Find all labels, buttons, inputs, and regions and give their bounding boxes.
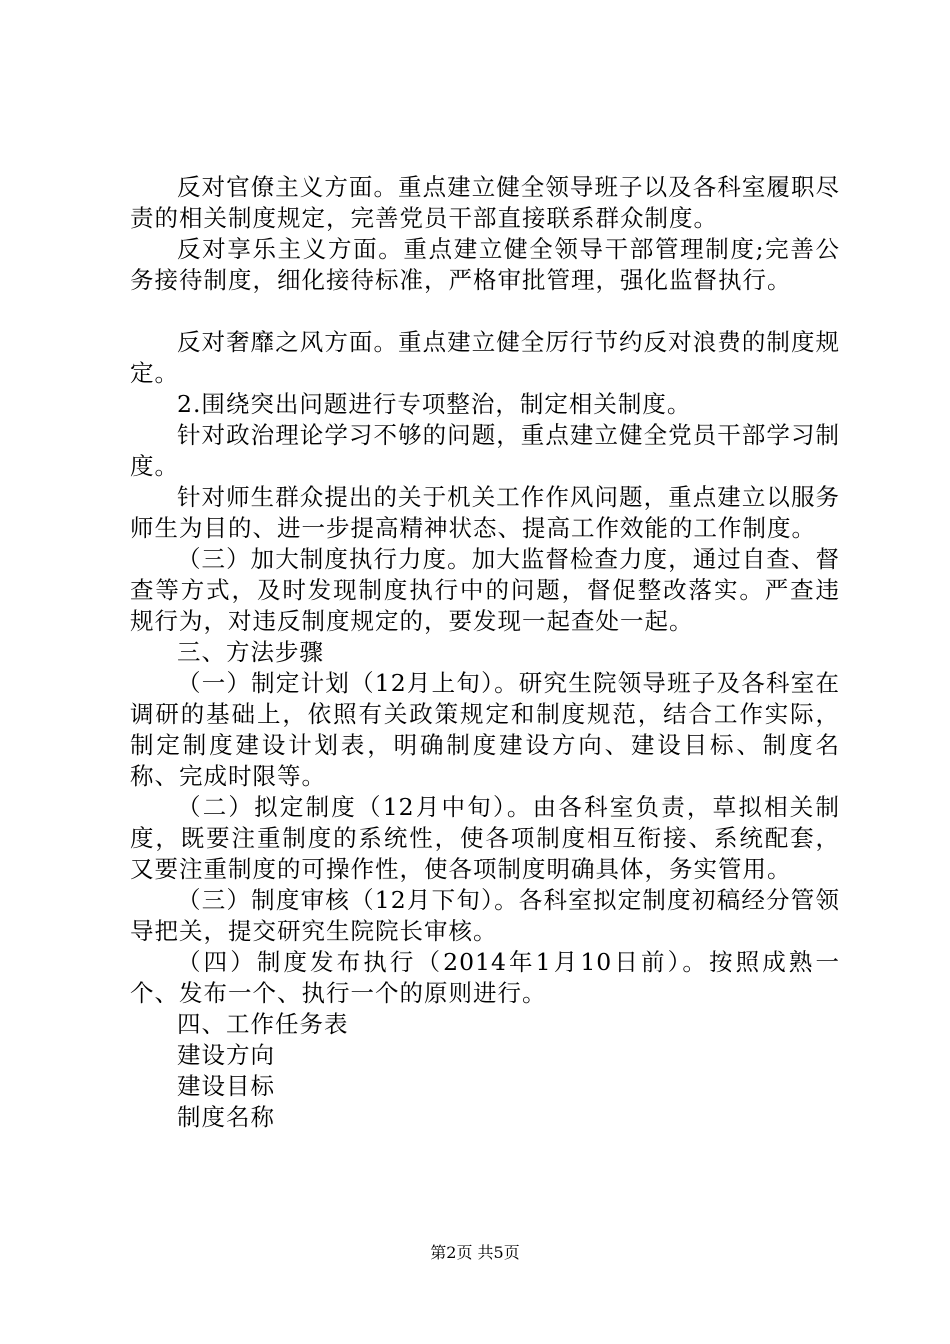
paragraph-step-review: （三）制度审核（12月下旬）。各科室拟定制度初稿经分管领导把关，提交研究生院院长审核。 [130,886,840,945]
paragraph-enforcement: （三）加大制度执行力度。加大监督检查力度，通过自查、督查等方式，及时发现制度执行中的问题，督促整改落实。严查违规行为，对违反制度规定的，要发现一起查处一起。 [130,545,840,635]
task-item-goal: 建设目标 [177,1072,275,1100]
paragraph-step-publish: （四）制度发布执行（2014年1月10日前）。按照成熟一个、发布一个、执行一个的原则进行。 [130,948,840,1007]
paragraph-work-style: 针对师生群众提出的关于机关工作作风问题，重点建立以服务师生为目的、进一步提高精神状态、提高工作效能的工作制度。 [130,483,840,542]
document-body [130,172,840,1133]
paragraph-anti-bureaucracy: 反对官僚主义方面。重点建立健全领导班子以及各科室履职尽责的相关制度规定，完善党员干部直接联系群众制度。 [130,173,840,232]
paragraph-theory-study: 针对政治理论学习不够的问题，重点建立健全党员干部学习制度。 [130,421,840,480]
paragraph-special-rectification: 2.围绕突出问题进行专项整治，制定相关制度。 [177,390,692,418]
heading-method-steps: 三、方法步骤 [177,638,324,666]
paragraph-anti-extravagance: 反对奢靡之风方面。重点建立健全厉行节约反对浪费的制度规定。 [130,328,840,387]
task-item-direction: 建设方向 [177,1041,275,1069]
paragraph-anti-hedonism: 反对享乐主义方面。重点建立健全领导干部管理制度;完善公务接待制度，细化接待标准，严格审批管理，强化监督执行。 [130,235,840,294]
task-item-name: 制度名称 [177,1103,275,1131]
heading-task-table: 四、工作任务表 [177,1010,349,1038]
paragraph-step-plan: （一）制定计划（12月上旬）。研究生院领导班子及各科室在调研的基础上，依照有关政策规定和制度规范，结合工作实际，制定制度建设计划表，明确制度建设方向、建设目标、制度名称、完成时限等。 [130,669,840,790]
page-footer: 第2页 共5页 [430,1243,520,1262]
paragraph-step-draft: （二）拟定制度（12月中旬）。由各科室负责，草拟相关制度，既要注重制度的系统性，使各项制度相互衔接、系统配套，又要注重制度的可操作性，使各项制度明确具体，务实管用。 [130,793,840,883]
